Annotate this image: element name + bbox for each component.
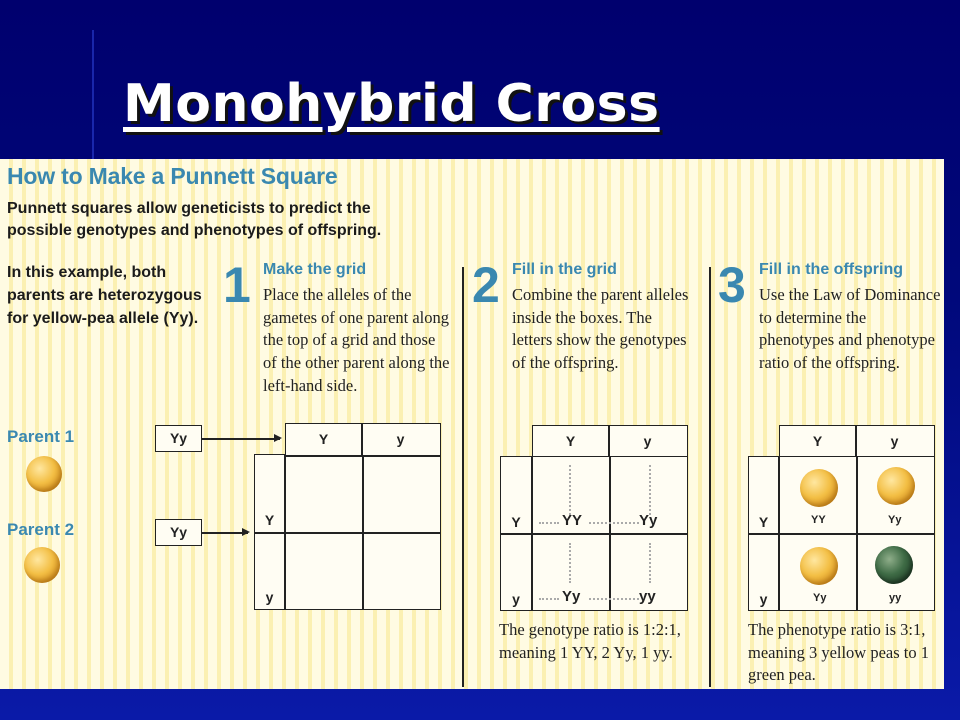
parent-2-genotype: Yy xyxy=(169,524,188,540)
grid-1-top-allele-1: Y xyxy=(318,431,329,447)
grid-3-top-header xyxy=(779,425,935,458)
grid-1-side-allele-2: y xyxy=(265,589,274,605)
divider-1 xyxy=(462,267,464,687)
genotype-Yy-2: Yy xyxy=(562,588,581,605)
phenotype-label-YY: YY xyxy=(811,514,826,526)
grid-3-side-allele-1: Y xyxy=(758,514,769,530)
grid-1-cells xyxy=(285,456,441,610)
grid-1-side-header xyxy=(254,454,285,610)
parent-1-genotype: Yy xyxy=(169,430,188,446)
grid-2-top-allele-1: Y xyxy=(565,433,576,449)
parent-2-genotype-box xyxy=(155,519,202,546)
slide-title: Monohybrid Cross xyxy=(123,74,660,134)
parent-2-pea-icon xyxy=(24,547,60,583)
step-2-number: 2 xyxy=(472,257,500,313)
step-3-body: Use the Law of Dominance to determine the phenotypes and phenotype ratio of the offspring. xyxy=(759,285,941,373)
step-3-title: Fill in the offspring xyxy=(759,261,903,278)
step-2-body: Combine the parent alleles inside the boxes. The letters show the genotypes of the offspring. xyxy=(512,285,689,373)
grid-3-side-header xyxy=(748,456,779,611)
step-3-number: 3 xyxy=(718,257,746,313)
genotype-YY: YY xyxy=(562,512,583,529)
grid-3-top-allele-1: Y xyxy=(812,433,823,449)
grid-2-side-allele-1: Y xyxy=(511,514,521,530)
grid-2-cells xyxy=(532,456,688,611)
grid-2-side-header xyxy=(500,456,532,611)
grid-2-top-allele-2: y xyxy=(643,433,652,449)
offspring-yellow-pea-icon xyxy=(800,469,838,507)
phenotype-ratio-text: The phenotype ratio is 3:1, meaning 3 yellow peas to 1 green pea. xyxy=(748,620,930,685)
step-2-title: Fill in the grid xyxy=(512,261,617,278)
parent-1-arrow xyxy=(202,438,280,440)
grid-3-cells xyxy=(779,456,935,611)
offspring-green-pea-icon xyxy=(875,546,913,584)
parent-1-pea-icon xyxy=(26,456,62,492)
phenotype-label-yy: yy xyxy=(889,592,902,604)
parent-1-label: Parent 1 xyxy=(7,427,75,446)
step-1-title: Make the grid xyxy=(263,261,367,278)
grid-2-top-header xyxy=(532,425,688,458)
phenotype-label-Yy-1: Yy xyxy=(888,514,902,526)
parent-2-label: Parent 2 xyxy=(7,520,75,539)
parent-1-genotype-box xyxy=(155,425,202,452)
grid-1-top-header xyxy=(285,423,441,456)
example-text: In this example, both parents are heterozygous for yellow-pea allele (Yy). xyxy=(7,264,202,327)
offspring-yellow-pea-icon xyxy=(800,547,838,585)
slide-accent-line xyxy=(92,30,94,160)
step-1-body: Place the alleles of the gametes of one parent along the top of a grid and those of the other parent along the left-hand side. xyxy=(263,285,450,395)
grid-1-side-allele-1: Y xyxy=(264,512,275,528)
divider-2 xyxy=(709,267,711,687)
grid-1-top-allele-2: y xyxy=(396,431,405,447)
grid-2-side-allele-2: y xyxy=(512,591,520,607)
figure-heading: How to Make a Punnett Square xyxy=(7,163,338,189)
step-1-number: 1 xyxy=(223,257,251,313)
grid-3-side-allele-2: y xyxy=(759,591,768,607)
offspring-yellow-pea-icon xyxy=(877,467,915,505)
grid-3-top-allele-2: y xyxy=(890,433,899,449)
genotype-ratio-text: The genotype ratio is 1:2:1, meaning 1 YY, 2 Yy, 1 yy. xyxy=(499,620,681,662)
punnett-figure xyxy=(0,159,944,689)
figure-intro: Punnett squares allow geneticists to predict the possible genotypes and phenotypes of offspring. xyxy=(7,200,382,239)
genotype-Yy-1: Yy xyxy=(639,512,658,529)
phenotype-label-Yy-2: Yy xyxy=(813,592,827,604)
parent-2-arrow xyxy=(202,532,248,534)
genotype-yy: yy xyxy=(639,588,656,605)
